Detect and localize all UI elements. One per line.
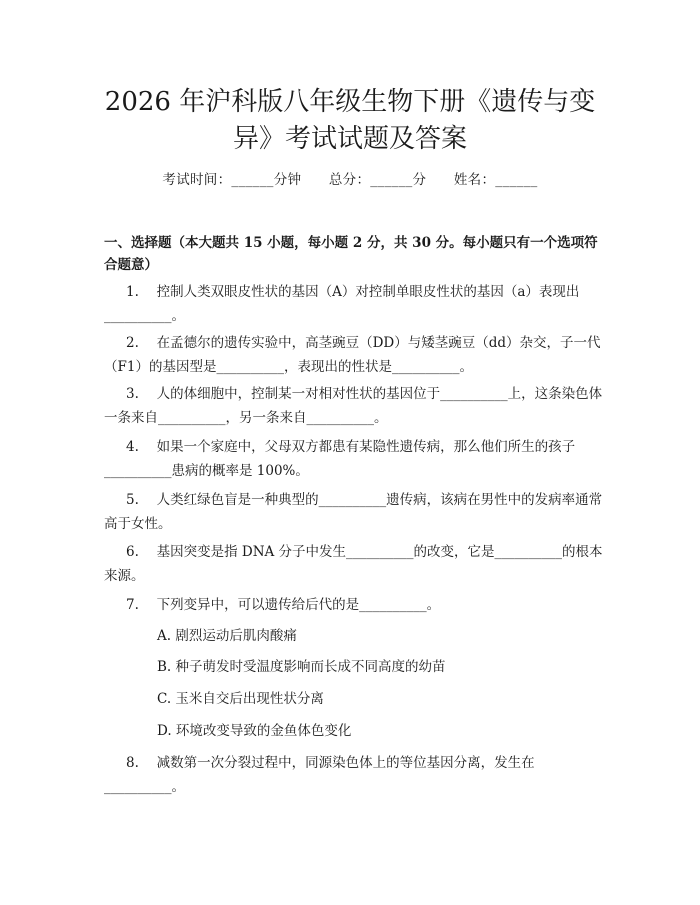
question-2 bbox=[104, 331, 604, 379]
question-number: 8. bbox=[126, 755, 139, 771]
page-title bbox=[60, 84, 640, 158]
option-a: A. 剧烈运动后肌肉酸痛 bbox=[157, 628, 297, 644]
question-6 bbox=[104, 540, 604, 588]
question-text: 控制人类双眼皮性状的基因（A）对控制单眼皮性状的基因（a）表现出__________。 bbox=[104, 284, 580, 324]
question-number: 4. bbox=[126, 439, 139, 455]
question-number: 3. bbox=[126, 386, 139, 402]
question-text: 减数第一次分裂过程中，同源染色体上的等位基因分离，发生在__________。 bbox=[104, 755, 535, 795]
question-number: 2. bbox=[126, 335, 139, 351]
exam-meta-line: 考试时间：______分钟 总分：______分 姓名：______ bbox=[162, 172, 538, 188]
question-text: 基因突变是指 DNA 分子中发生__________的改变，它是__________的根本来源。 bbox=[104, 544, 603, 584]
question-number: 1. bbox=[126, 284, 139, 300]
question-5 bbox=[104, 488, 604, 536]
title-line-1: 2026 年沪科版八年级生物下册《遗传与变 bbox=[104, 87, 596, 117]
question-text: 在孟德尔的遗传实验中，高茎豌豆（DD）与矮茎豌豆（dd）杂交，子一代（F1）的基因型是__________，表现出的性状是__________。 bbox=[104, 335, 601, 375]
option-b: B. 种子萌发时受温度影响而长成不同高度的幼苗 bbox=[157, 659, 446, 675]
question-text: 人类红绿色盲是一种典型的__________遗传病，该病在男性中的发病率通常高于女性。 bbox=[104, 492, 603, 532]
question-text: 下列变异中，可以遗传给后代的是__________。 bbox=[156, 597, 441, 613]
title-line-2: 异》考试试题及答案 bbox=[232, 124, 467, 154]
option-d: D. 环境改变导致的金鱼体色变化 bbox=[157, 723, 352, 739]
question-text: 人的体细胞中，控制某一对相对性状的基因位于__________上，这条染色体一条来自__________，另一条来自__________。 bbox=[104, 386, 603, 426]
section-heading: 一、选择题（本大题共 15 小题，每小题 2 分，共 30 分。每小题只有一个选项符合题意） bbox=[104, 235, 598, 273]
question-text: 如果一个家庭中，父母双方都患有某隐性遗传病，那么他们所生的孩子__________患病的概率是 100%。 bbox=[104, 439, 576, 479]
question-number: 6. bbox=[126, 544, 139, 560]
question-3 bbox=[104, 382, 604, 430]
question-7 bbox=[104, 593, 604, 617]
question-number: 7. bbox=[126, 597, 139, 613]
question-8 bbox=[104, 751, 604, 799]
question-1 bbox=[104, 280, 604, 328]
question-4 bbox=[104, 435, 604, 483]
question-number: 5. bbox=[126, 492, 139, 508]
option-c: C. 玉米自交后出现性状分离 bbox=[157, 691, 324, 707]
